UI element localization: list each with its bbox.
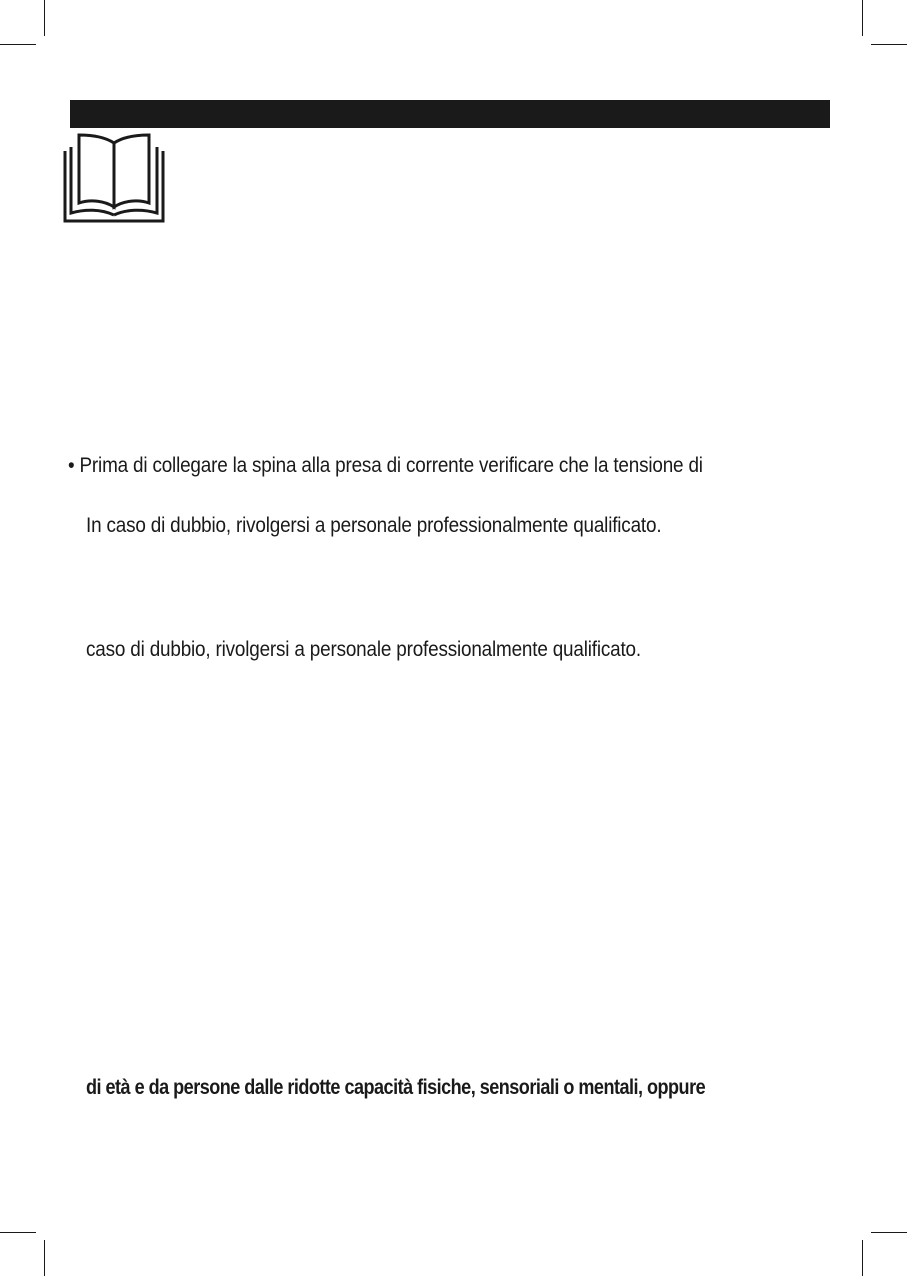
safety-text-line-2: In caso di dubbio, rivolgersi a personale professionalmente qualificato.: [86, 514, 662, 537]
open-book-icon: [63, 133, 165, 223]
crop-mark-top-right-h: [871, 44, 907, 45]
crop-mark-bottom-right-h: [871, 1232, 907, 1233]
crop-mark-bottom-left-v: [44, 1240, 45, 1276]
crop-mark-bottom-right-v: [862, 1240, 863, 1276]
crop-mark-bottom-left-h: [0, 1232, 36, 1233]
safety-text-line-4-bold: di età e da persone dalle ridotte capacità fisiche, sensoriali o mentali, oppure: [86, 1076, 706, 1099]
crop-mark-top-left-h: [0, 44, 36, 45]
section-header-bar: [70, 100, 830, 128]
safety-text-line-1: • Prima di collegare la spina alla presa di corrente verificare che la tensione di: [68, 454, 703, 477]
safety-text-line-3: caso di dubbio, rivolgersi a personale professionalmente qualificato.: [86, 638, 641, 661]
crop-mark-top-left-v: [44, 0, 45, 36]
crop-mark-top-right-v: [862, 0, 863, 36]
